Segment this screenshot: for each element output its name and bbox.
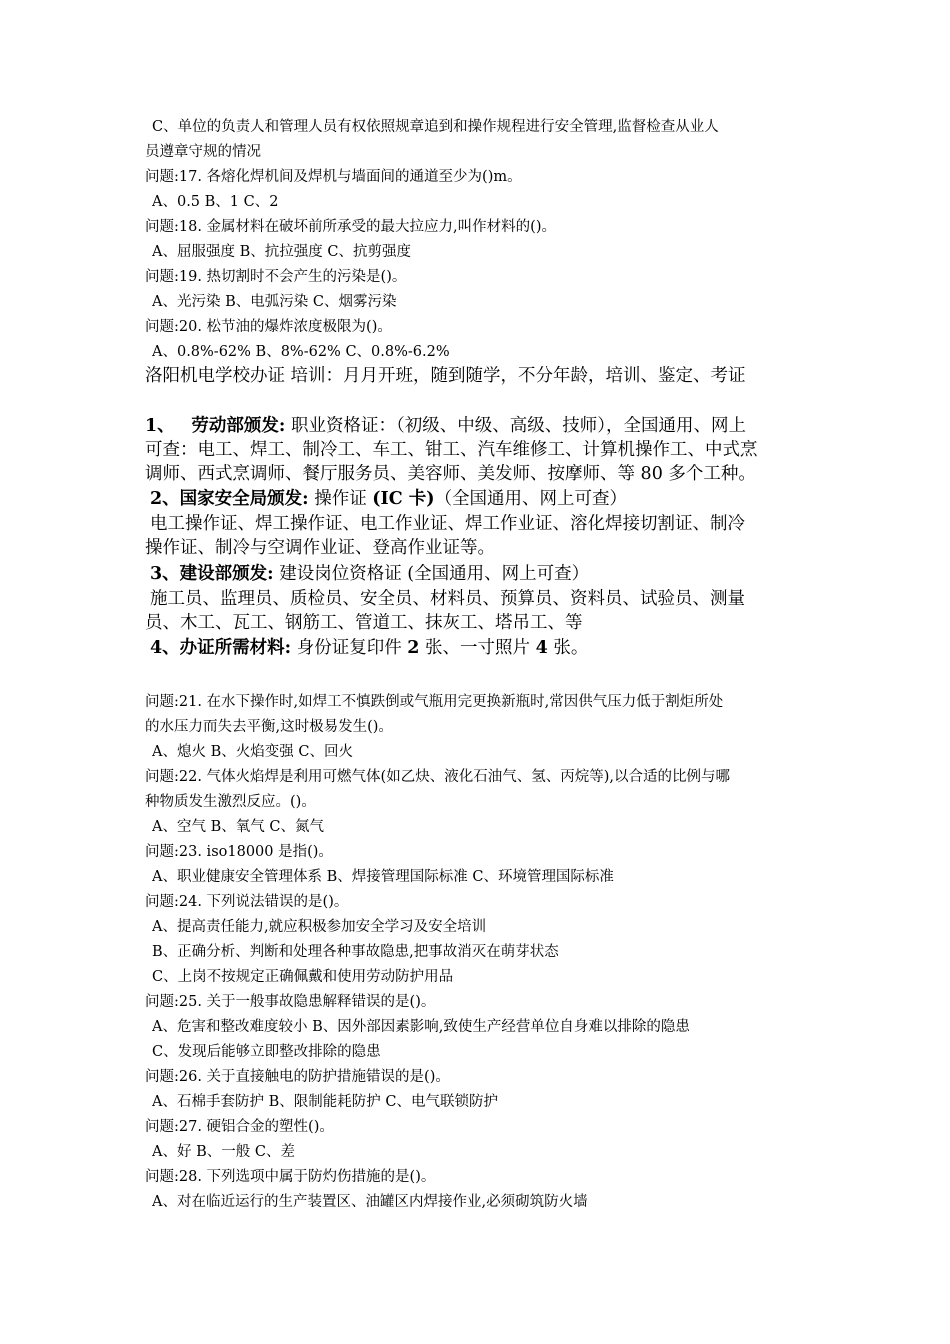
ad-item-1 (145, 414, 810, 440)
answer-options: A、职业健康安全管理体系 B、焊接管理国际标准 C、环境管理国际标准 (152, 869, 614, 885)
ad-headline: 洛阳机电学校办证 培训：月月开班，随到随学，不分年龄，培训、鉴定、考证 (145, 366, 746, 386)
question-line: 问题:22. 气体火焰焊是利用可燃气体(如乙炔、液化石油气、氢、丙烷等),以合适的比例与哪 (145, 769, 730, 785)
ad-item-1-label: 劳动部颁发: (191, 416, 286, 436)
ad-item-1-line-2: 可查：电工、焊工、制冷工、车工、钳工、汽车维修工、计算机操作工、中式烹 (145, 440, 758, 460)
ad-item-3-text: 建设岗位资格证 (全国通用、网上可查） (273, 564, 590, 584)
answer-option: A、对在临近运行的生产装置区、油罐区内焊接作业,必须砌筑防火墙 (152, 1194, 588, 1210)
ad-item-4-text-c: 张。 (547, 638, 589, 658)
question-line: 问题:18. 金属材料在破坏前所承受的最大拉应力,叫作材料的()。 (145, 219, 556, 235)
question-line: 的水压力而失去平衡,这时极易发生()。 (145, 719, 393, 735)
answer-option: C、发现后能够立即整改排除的隐患 (152, 1044, 381, 1060)
answer-option: A、提高责任能力,就应积极参加安全学习及安全培训 (152, 919, 487, 935)
ad-item-4-text-a: 身份证复印件 (291, 638, 408, 658)
ad-item-3-line-3: 员、木工、瓦工、钢筋工、管道工、抹灰工、塔吊工、等 (145, 613, 583, 633)
ad-item-1-line-3: 调师、西式烹调师、餐厅服务员、美容师、美发师、按摩师、等 80 多个工种。 (145, 464, 756, 484)
answer-options: A、0.8%-62% B、8%-62% C、0.8%-6.2% (152, 344, 450, 360)
answer-options: A、石棉手套防护 B、限制能耗防护 C、电气联锁防护 (152, 1094, 498, 1110)
ad-item-4-num-a: 2 (407, 638, 420, 658)
question-line: 问题:21. 在水下操作时,如焊工不慎跌倒或气瓶用完更换新瓶时,常因供气压力低于割炬所处 (145, 694, 724, 710)
ad-item-1-text: 职业资格证：（初级、中级、高级、技师），全国通用、网上 (290, 416, 746, 436)
question-line: 问题:28. 下列选项中属于防灼伤措施的是()。 (145, 1169, 436, 1185)
answer-option: B、正确分析、判断和处理各种事故隐患,把事故消灭在萌芽状态 (152, 944, 559, 960)
ad-item-3-line-2: 施工员、监理员、质检员、安全员、材料员、预算员、资料员、试验员、测量 (150, 589, 745, 609)
question-line: 问题:24. 下列说法错误的是()。 (145, 894, 349, 910)
answer-options: A、0.5 B、1 C、2 (152, 194, 279, 210)
ad-item-2 (150, 487, 815, 513)
question-line: 种物质发生激烈反应。()。 (145, 794, 316, 810)
question-line: 问题:19. 热切割时不会产生的污染是()。 (145, 269, 407, 285)
ad-item-4-num-b: 4 (535, 638, 548, 658)
question-option-line: C、单位的负责人和管理人员有权依照规章追到和操作规程进行安全管理,监督检查从业人 (152, 119, 719, 135)
answer-options: A、熄火 B、火焰变强 C、回火 (152, 744, 353, 760)
answer-options: A、屈服强度 B、抗拉强度 C、抗剪强度 (152, 244, 411, 260)
ad-item-4-text-b: 张、一寸照片 (419, 638, 536, 658)
question-option-line: 员遵章守规的情况 (145, 144, 261, 160)
ad-item-2-line-3: 操作证、制冷与空调作业证、登高作业证等。 (145, 538, 495, 558)
question-line: 问题:23. iso18000 是指()。 (145, 844, 333, 860)
ad-item-4-label: 4、办证所需材料: (150, 638, 292, 658)
question-line: 问题:17. 各熔化焊机间及焊机与墙面间的通道至少为()m。 (145, 169, 522, 185)
ad-item-4 (150, 636, 815, 662)
question-line: 问题:27. 硬铝合金的塑性()。 (145, 1119, 334, 1135)
ad-item-2-text-c: （全国通用、网上可查） (434, 489, 628, 509)
ad-item-2-label: 2、国家安全局颁发: (150, 489, 309, 509)
ad-item-3 (150, 562, 815, 588)
answer-options: A、危害和整改难度较小 B、因外部因素影响,致使生产经营单位自身难以排除的隐患 (152, 1019, 690, 1035)
ad-item-2-line-2: 电工操作证、焊工操作证、电工作业证、焊工作业证、溶化焊接切割证、制冷 (150, 514, 745, 534)
ad-item-1-number: 1、 (145, 416, 175, 436)
question-line: 问题:25. 关于一般事故隐患解释错误的是()。 (145, 994, 436, 1010)
answer-options: A、空气 B、氧气 C、氮气 (152, 819, 324, 835)
answer-option: C、上岗不按规定正确佩戴和使用劳动防护用品 (152, 969, 454, 985)
ad-item-2-text-a: 操作证 (308, 489, 373, 509)
question-line: 问题:26. 关于直接触电的防护措施错误的是()。 (145, 1069, 450, 1085)
ad-item-3-label: 3、建设部颁发: (150, 564, 274, 584)
answer-options: A、好 B、一般 C、差 (152, 1144, 295, 1160)
question-line: 问题:20. 松节油的爆炸浓度极限为()。 (145, 319, 392, 335)
ad-item-2-text-b: (IC 卡) (372, 489, 435, 509)
answer-options: A、光污染 B、电弧污染 C、烟雾污染 (152, 294, 397, 310)
